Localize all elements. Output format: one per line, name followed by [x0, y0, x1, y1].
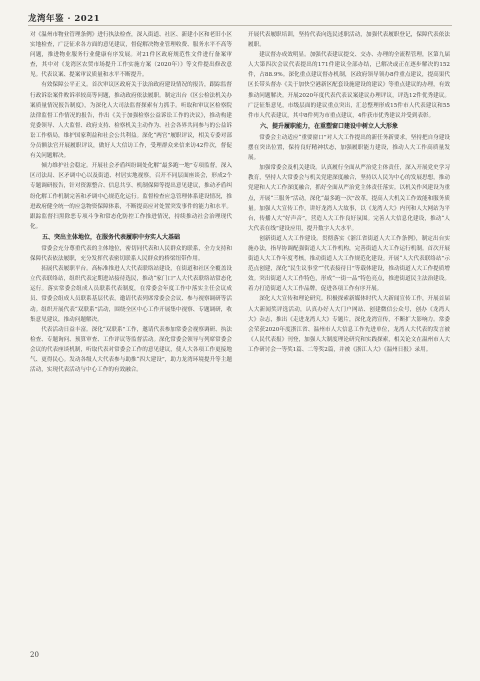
header-rule: [28, 25, 452, 26]
section-heading: 五、突出主体地位，在服务代表履职中夯实人大基础: [42, 233, 181, 241]
two-column-body: [30, 30, 450, 633]
section-heading: 六、提升履职能力，在重塑窗口建设中树立人大形象: [260, 122, 399, 130]
paragraph: 有效保障公平正义。首次审议区政府关于法治政府建设情况的报告，跟踪监督行政诉讼案件败诉率较高等问题，推动政府依法履职。制定出台《区公检法机关办案质量情况报告制度》，为深化人大司法监督探索有力抓手。听取和审议区检察院法律监督工作情况的报告，作出《关于加强检察公益诉讼工作的决议》，推动构建党委领导、人大监督、政府支持、检察机关主动作为、社会各界共同参与的公益诉讼工作格局，维护国家利益和社会公共利益。深化“两官”履职评议，相关专委对部分员额法官开展履职评议，做好人大信访工作，受理群众来信来访42件次，督促有关问题解决。: [30, 82, 232, 160]
page-number: 20: [30, 651, 39, 659]
paragraph: 建议督办成效明显。加强代表建议提交、交办、办理的全流程管理，区第九届人大第四次会议代表提出的171件建议全部办结，已解决或正在逐步解决的152件，占88.9%。深化重点建议督办机制，区政府领导领办8件重点建议，提高果代区长带头督办《关于加快空港新区配套设施建设的建议》等重点建议的办理，有效推动问题解决。开展2020年度代表代表议案建议办理评议，评选12件优秀建议。广泛征集意见，市级层面的建议重点突出，汇总整理形成15件市人代表建议和55件市人代表建议，其中8件列为市重点建议，4件获市优秀建议并受到表彰。: [248, 52, 450, 119]
paragraph: 常委会充分尊重代表的主体地位，密切同代表和人民群众的联系，全力支持和保障代表依法履职，充分发挥代表密切联系人民群众的桥梁纽带作用。: [30, 245, 232, 263]
paragraph: 倾力维护社会稳定。开展社会矛盾纠纷调处化解“最多跑一地”专项监督，深入区司法局、区矛调中心以及街道、村居实地视察，召开不同层面座谈会，形成2个专题调研报告，针对资源整合、信息共享、机制保障等提出意见建议，推动矛盾纠纷化解工作机制完善和矛调中心规范化运行。监督检查应急管理体系建设情况，推进政府健全统一的应急物资保障体系，不断提高应对处置突发事件的能力和水平。跟踪监督扫黑除恶专项斗争和常态化防控工作推进情况，持续推动社会治理现代化。: [30, 163, 232, 230]
paragraph: 对《温州市物业管理条例》进行执法检查，深入街道、社区、新建小区和老旧小区实地检查，广泛征求各方面的意见建议，督促解决物业管理收费、服务水平不高等问题，推进物业服务行业健康有序发展。对21件区政府规范性文件进行备案审查，其中对《龙湾区农贸市场提升工作实施方案（2020年）》等文件提出修改意见。代表议案、提案审议质量和水平不断提升。: [30, 32, 232, 79]
right-column: [248, 30, 450, 633]
left-column: [30, 30, 232, 633]
paragraph: 深化人大宣传和理论研究。积极探索新媒体时代人大新闻宣传工作，开展首届人大新闻奖评选活动，认真办好人大门户网站、创建微信公众号，创办《龙湾人大》杂志，推出《走进龙湾人大》专题片，深化龙湾宣传，不断扩大影响力。常委会荣获2020年度浙江省、温州市人大信息工作先进单位，龙湾人大代表的发言被《人民代表报》刊登，加强人大制度理论研究和实践探索，相关论文在温州市人大工作研讨会一等奖1篇、二等奖2篇，并被《浙江人大》《温州日报》录用。: [248, 296, 450, 353]
paragraph: 创新街道人大工作建设。贯彻落实《浙江省街道人大工作条例》，制定出台实施办法，指导协调配强街道人大工作机构，完善街道人大工作运行机制。首次开展街道人大工作年度考核，推动街道人大工作规范化建设。开展“人大代表联络站”示范点创建，深化“民生议事堂”“代表接待日”等载体建设，推动街道人大工作提质增效。突出街道人大工作特色，形成“一街一品”特色亮点，推进街道民主法治建设。着力打造街道人大工作品牌，促进各项工作有序开展。: [248, 235, 450, 293]
paragraph: 常委会主动适应“重要窗口”对人大工作提出的新任务新要求，坚持把自身建设摆在突出位置，保持良好精神状态，加强履职能力建设，推动人大工作高质量发展。: [248, 134, 450, 162]
running-header: 龙湾年鉴 · 2021: [28, 14, 101, 24]
paragraph: 开展代表履职培训，坚持代表向选民述职活动，加强代表履职登记，保障代表依法履职。: [248, 32, 450, 49]
paragraph: 加强常委会及机关建设。认真履行全面从严治党主体责任，深入开展党史学习教育，坚持人大常委会与机关党建深度融合，坚持以人民为中心的发展思想，推动党建和人大工作深度融合，抓好全面从严治党主体责任落实。以机关作风建设为重点，开展“三服务”活动，深化“最多跑一次”改革，提高人大机关工作效能和服务质量。加强人大宣传工作，讲好龙湾人大故事，以《龙湾人大》内刊和人大网站为平台，传播人大“好声音”，营造人大工作良好氛围。完善人大信息化建设，推动“人大代表在线”建设应用，提升数字人大水平。: [248, 165, 450, 232]
paragraph: 拓展代表履职平台。高标准推进人大代表联络站建设，在街道和社区全覆盖设立代表联络站，组织代表定期进站接待选民，推动“家门口”人大代表联络站常态化运行。落实常委会组成人员联系代表制度，在常委会年度工作中落实主任会议成员、常委会组成人员联系基层代表，邀请代表列席常委会会议、参与视察调研等活动。组织开展代表“双联系”活动，围绕全区中心工作开展集中视察、专题调研，收集意见建议，推动问题解决。: [30, 266, 232, 323]
paragraph: 代表活动日益丰富。深化“双联系”工作，邀请代表参加常委会视察调研、执法检查、专题询问、预算审查、工作评议等监督活动。深化常委会领导与列席常委会会议的代表座谈机制，听取代表对常委会工作的意见建议，使人大各项工作更接地气、更得民心。发动各级人大代表参与助推“四大建设”，助力龙湾环境提升等主题活动，实现代表活动与中心工作的有效融合。: [30, 326, 232, 374]
